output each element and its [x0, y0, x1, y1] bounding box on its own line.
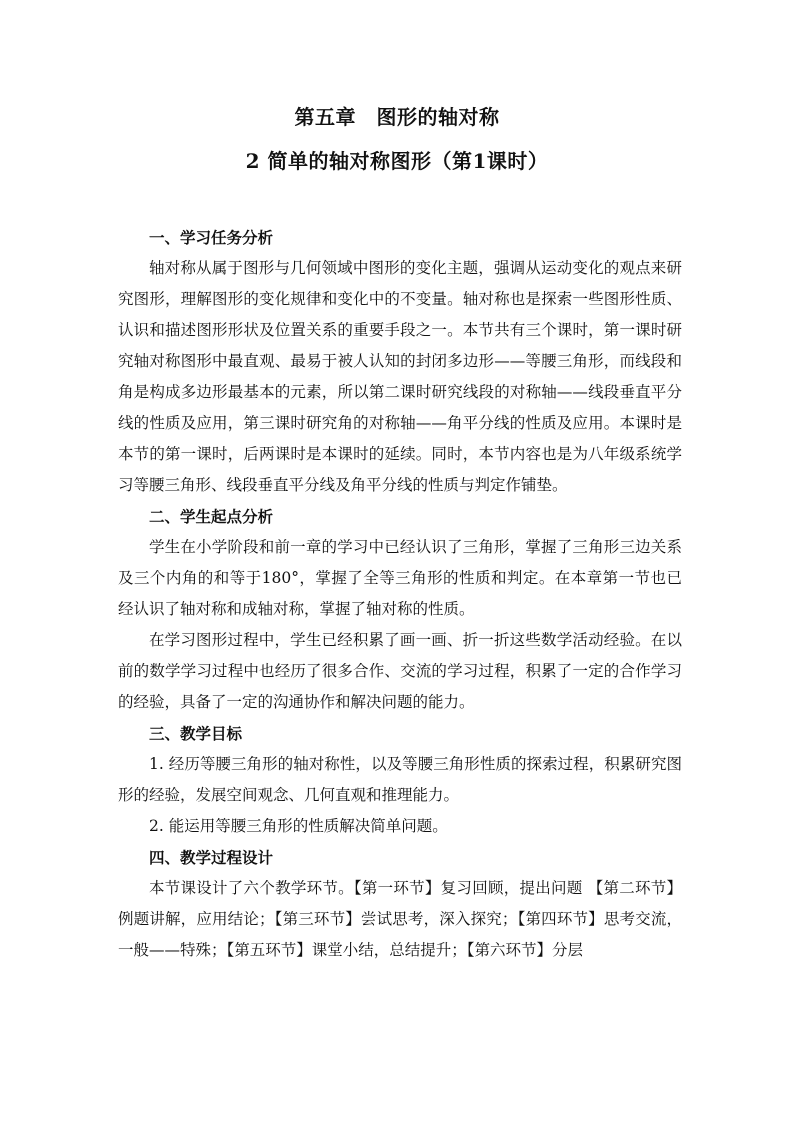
- chapter-title: 第五章 图形的轴对称: [294, 105, 500, 129]
- paragraph-task-analysis: 轴对称从属于图形与几何领域中图形的变化主题，强调从运动变化的观点来研究图形，理解图形的变化规律和变化中的不变量。轴对称也是探索一些图形性质、认识和描述图形形状及位置关系的重要手段之一。本节共有三个课时，第一课时研究轴对称图形中最直观、最易于被人认知的封闭多边形——等腰三角形，而线段和角是构成多边形最基本的元素，所以第二课时研究线段的对称轴——线段垂直平分线的性质及应用，第三课时研究角的对称轴——角平分线的性质及应用。本课时是本节的第一课时，后两课时是本课时的延续。同时，本节内容也是为八年级系统学习等腰三角形、线段垂直平分线及角平分线的性质与判定作铺垫。: [118, 259, 682, 494]
- section-heading-student-analysis: 二、学生起点分析: [149, 507, 274, 526]
- section-heading-task-analysis: 一、学习任务分析: [149, 228, 274, 247]
- document-body: [118, 222, 682, 966]
- paragraph-student-prior-knowledge: 学生在小学阶段和前一章的学习中已经认识了三角形，掌握了三角形三边关系及三个内角的和等于180°，掌握了全等三角形的性质和判定。在本章第一节也已经认识了轴对称和成轴对称，掌握了轴对称的性质。: [118, 538, 682, 618]
- section-title: 2 简单的轴对称图形（第1课时）: [245, 149, 549, 173]
- paragraph-process-design: 本节课设计了六个教学环节。【第一环节】复习回顾，提出问题 【第二环节】例题讲解，应用结论；【第三环节】尝试思考，深入探究；【第四环节】思考交流，一般——特殊；【第五环节】课堂小结，总结提升；【第六环节】分层: [118, 879, 682, 959]
- section-heading-process-design: 四、教学过程设计: [149, 848, 274, 867]
- list-item-goal-2: 2. 能运用等腰三角形的性质解决简单问题。: [149, 817, 448, 835]
- paragraph-student-experience: 在学习图形过程中，学生已经积累了画一画、折一折这些数学活动经验。在以前的数学学习过程中也经历了很多合作、交流的学习过程，积累了一定的合作学习的经验，具备了一定的沟通协作和解决问题的能力。: [118, 631, 682, 711]
- list-item-goal-1: 1. 经历等腰三角形的轴对称性，以及等腰三角形性质的探索过程，积累研究图形的经验，发展空间观念、几何直观和推理能力。: [118, 755, 682, 804]
- section-heading-teaching-goals: 三、教学目标: [149, 724, 243, 743]
